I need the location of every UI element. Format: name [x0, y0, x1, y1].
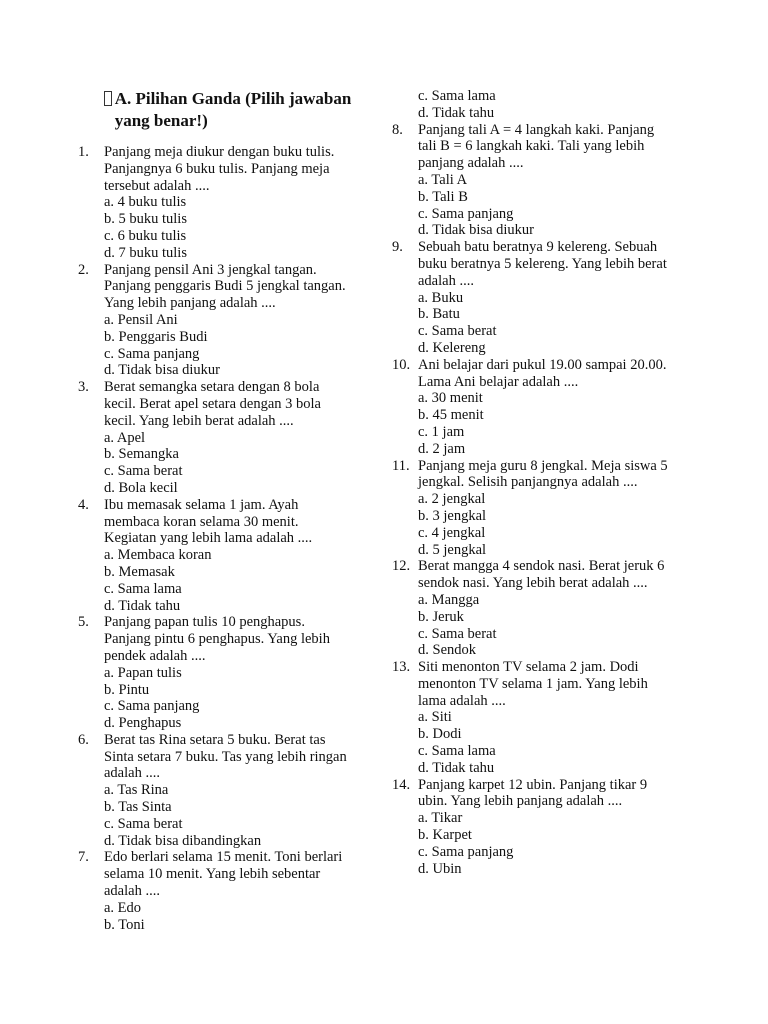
question-number: 6.: [78, 731, 89, 748]
question-number: 3.: [78, 379, 89, 396]
answer-option: b. Memasak: [104, 563, 175, 580]
answer-option: c. Sama panjang: [418, 205, 514, 222]
answer-option: c. Sama berat: [418, 323, 497, 340]
question-item: [78, 732, 353, 850]
answer-option: b. 5 buku tulis: [104, 211, 187, 228]
answer-option: c. 1 jam: [418, 423, 465, 440]
answer-option: b. Karpet: [418, 827, 472, 844]
answer-option: d. 5 jengkal: [418, 541, 487, 558]
question-number: 11.: [392, 457, 410, 474]
section-heading-text: A. Pilihan Ganda (Pilih jawaban yang benar!): [114, 89, 352, 130]
missing-glyph-icon: [104, 91, 112, 106]
question-stem: Panjang meja guru 8 jengkal. Meja siswa 5 jengkal. Selisih panjangnya adalah ....: [418, 457, 668, 491]
question-stem: Panjang tali A = 4 langkah kaki. Panjang tali B = 6 langkah kaki. Tali yang lebih panjang adalah ....: [418, 121, 655, 172]
question-item: [78, 614, 353, 732]
answer-option: c. Sama lama: [418, 743, 496, 760]
answer-option: b. Batu: [418, 306, 460, 323]
answer-option: b. Penggaris Budi: [104, 328, 208, 345]
question-number: 5.: [78, 614, 89, 631]
answer-option: d. 7 buku tulis: [104, 244, 187, 261]
question-item: [392, 122, 674, 240]
question-stem: Berat semangka setara dengan 8 bola kecil. Berat apel setara dengan 3 bola kecil. Yang lebih berat adalah ....: [104, 379, 321, 429]
question-stem: Ani belajar dari pukul 19.00 sampai 20.00. Lama Ani belajar adalah ....: [418, 356, 667, 390]
answer-option: a. Mangga: [418, 591, 480, 608]
question-stem: Berat tas Rina setara 5 buku. Berat tas Sinta setara 7 buku. Tas yang lebih ringan adalah ....: [104, 731, 347, 782]
left-column: [78, 88, 353, 933]
question-number: 10.: [392, 356, 411, 373]
answer-option: d. Sendok: [418, 642, 476, 659]
question-item: [392, 558, 674, 659]
section-heading: [104, 88, 353, 132]
answer-option: a. Siti: [418, 709, 452, 726]
question-stem: Panjang meja diukur dengan buku tulis. Panjangnya 6 buku tulis. Panjang meja tersebut adalah ....: [104, 144, 335, 194]
question-number: 14.: [392, 776, 411, 793]
answer-option: b. 45 menit: [418, 407, 484, 424]
answer-option: d. Tidak tahu: [104, 597, 181, 614]
question-number: 1.: [78, 144, 89, 160]
answer-option: a. 2 jengkal: [418, 491, 486, 508]
answer-option: a. 4 buku tulis: [104, 194, 187, 211]
question-number: 4.: [78, 496, 89, 513]
answer-option: c. Sama berat: [418, 625, 497, 642]
question-item: [392, 239, 674, 357]
answer-option: c. Sama berat: [104, 815, 183, 832]
question-item: [392, 458, 674, 559]
question-number: 2.: [78, 261, 89, 278]
question-item: [78, 262, 353, 380]
answer-option: d. Tidak bisa diukur: [418, 222, 535, 239]
question-stem: Panjang papan tulis 10 penghapus. Panjang pintu 6 penghapus. Yang lebih pendek adalah ....: [104, 614, 330, 664]
answer-option: d. Tidak tahu: [418, 759, 495, 776]
answer-option: a. Tas Rina: [104, 782, 169, 799]
answer-option: c. Sama berat: [104, 463, 183, 480]
answer-option: c. Sama panjang: [104, 345, 200, 362]
question-item: [392, 357, 674, 458]
question-stem: Panjang pensil Ani 3 jengkal tangan. Panjang penggaris Budi 5 jengkal tangan. Yang lebih panjang adalah ....: [104, 261, 346, 312]
answer-option: c. Sama panjang: [104, 698, 200, 715]
answer-option: c. Sama panjang: [418, 843, 514, 860]
question-stem: Berat mangga 4 sendok nasi. Berat jeruk 6 sendok nasi. Yang lebih berat adalah ....: [418, 558, 665, 592]
answer-option: d. Tidak bisa dibandingkan: [104, 832, 262, 849]
answer-option: b. Tas Sinta: [104, 799, 172, 816]
right-column: [392, 88, 674, 877]
question-item: [78, 497, 353, 615]
answer-option: d. 2 jam: [418, 440, 466, 457]
answer-option: c. 4 jengkal: [418, 524, 486, 541]
question-number: 8.: [392, 121, 403, 138]
answer-option: a. 30 menit: [418, 390, 483, 407]
question-stem: Edo berlari selama 15 menit. Toni berlari selama 10 menit. Yang lebih sebentar adalah ....: [104, 849, 343, 900]
answer-option: d. Penghapus: [104, 715, 182, 732]
question-list-right: [392, 122, 674, 878]
question-stem: Panjang karpet 12 ubin. Panjang tikar 9 ubin. Yang lebih panjang adalah ....: [418, 776, 648, 810]
question-item: [392, 659, 674, 777]
answer-option: b. Semangka: [104, 446, 179, 463]
question-number: 12.: [392, 558, 411, 575]
question-item: [78, 144, 353, 262]
answer-option: a. Membaca koran: [104, 547, 212, 564]
answer-option: a. Apel: [104, 429, 146, 446]
question-item: [78, 849, 353, 933]
answer-option: a. Buku: [418, 289, 464, 306]
answer-option: d. Bola kecil: [104, 479, 178, 496]
answer-option: c. 6 buku tulis: [104, 227, 187, 244]
question-stem: Ibu memasak selama 1 jam. Ayah membaca koran selama 30 menit. Kegiatan yang lebih lama adalah ....: [104, 496, 313, 547]
answer-option: b. Jeruk: [418, 608, 464, 625]
answer-option: a. Papan tulis: [104, 664, 182, 681]
question-7-continuation: [392, 88, 674, 122]
question-number: 7.: [78, 849, 89, 866]
question-item: [392, 777, 674, 878]
answer-option: d. Tidak bisa diukur: [104, 362, 221, 379]
question-item: [78, 379, 353, 497]
answer-option: b. Dodi: [418, 726, 462, 743]
answer-option: d. Ubin: [418, 860, 462, 877]
question-number: 9.: [392, 239, 403, 256]
question-stem: Siti menonton TV selama 2 jam. Dodi menonton TV selama 1 jam. Yang lebih lama adalah ....: [418, 659, 648, 709]
answer-option: d. Kelereng: [418, 339, 486, 356]
answer-option: a. Pensil Ani: [104, 311, 178, 328]
option-c: c. Sama lama: [418, 88, 496, 104]
answer-option: a. Tikar: [418, 810, 463, 827]
answer-option: c. Sama lama: [104, 580, 182, 597]
question-list-left: [78, 144, 353, 933]
answer-option: b. 3 jengkal: [418, 507, 487, 524]
answer-option: b. Tali B: [418, 188, 468, 205]
answer-option: b. Toni: [104, 916, 145, 933]
answer-option: b. Pintu: [104, 681, 150, 698]
option-d: d. Tidak tahu: [418, 104, 495, 121]
question-stem: Sebuah batu beratnya 9 kelereng. Sebuah buku beratnya 5 kelereng. Yang lebih berat adalah ....: [418, 239, 667, 289]
answer-option: a. Edo: [104, 899, 142, 916]
answer-option: a. Tali A: [418, 171, 468, 188]
question-number: 13.: [392, 659, 411, 676]
